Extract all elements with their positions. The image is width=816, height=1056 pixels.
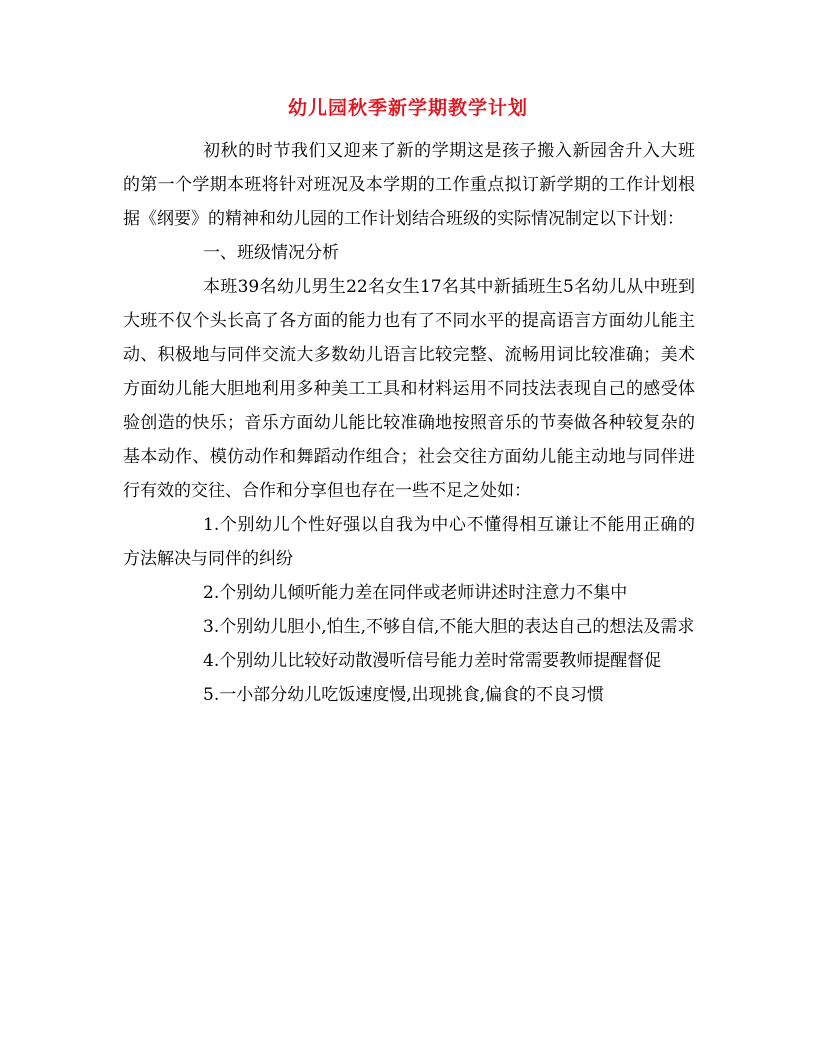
list-item-1: 1.个别幼儿个性好强以自我为中心不懂得相互谦让不能用正确的方法解决与同伴的纠纷	[123, 515, 695, 569]
class-analysis-paragraph: 本班39名幼儿男生22名女生17名其中新插班生5名幼儿从中班到大班不仅个头长高了各方面的能力也有了不同水平的提高语言方面幼儿能主动、积极地与同伴交流大多数幼儿语言比较完整、流畅用词比较准确；美术方面幼儿能大胆地利用多种美工工具和材料运用不同技法表现自己的感受体验创造的快乐；音乐方面幼儿能比较准确地按照音乐的节奏做各种较复杂的基本动作、模仿动作和舞蹈动作组合；社会交往方面幼儿能主动地与同伴进行有效的交往、合作和分享但也存在一些不足之处如：	[123, 277, 695, 501]
section-heading-class-analysis: 一、班级情况分析	[203, 243, 339, 263]
list-item-3: 3.个别幼儿胆小,怕生,不够自信,不能大胆的表达自己的想法及需求	[203, 617, 695, 637]
document-title: 幼儿园秋季新学期教学计划	[287, 97, 528, 119]
list-item-4: 4.个别幼儿比较好动散漫听信号能力差时常需要教师提醒督促	[203, 651, 662, 671]
list-item-2: 2.个别幼儿倾听能力差在同伴或老师讲述时注意力不集中	[203, 583, 628, 603]
intro-paragraph: 初秋的时节我们又迎来了新的学期这是孩子搬入新园舍升入大班的第一个学期本班将针对班况及本学期的工作重点拟订新学期的工作计划根据《纲要》的精神和幼儿园的工作计划结合班级的实际情况制定以下计划：	[123, 141, 695, 229]
document-body	[123, 134, 695, 712]
list-item-5: 5.一小部分幼儿吃饭速度慢,出现挑食,偏食的不良习惯	[203, 685, 605, 705]
